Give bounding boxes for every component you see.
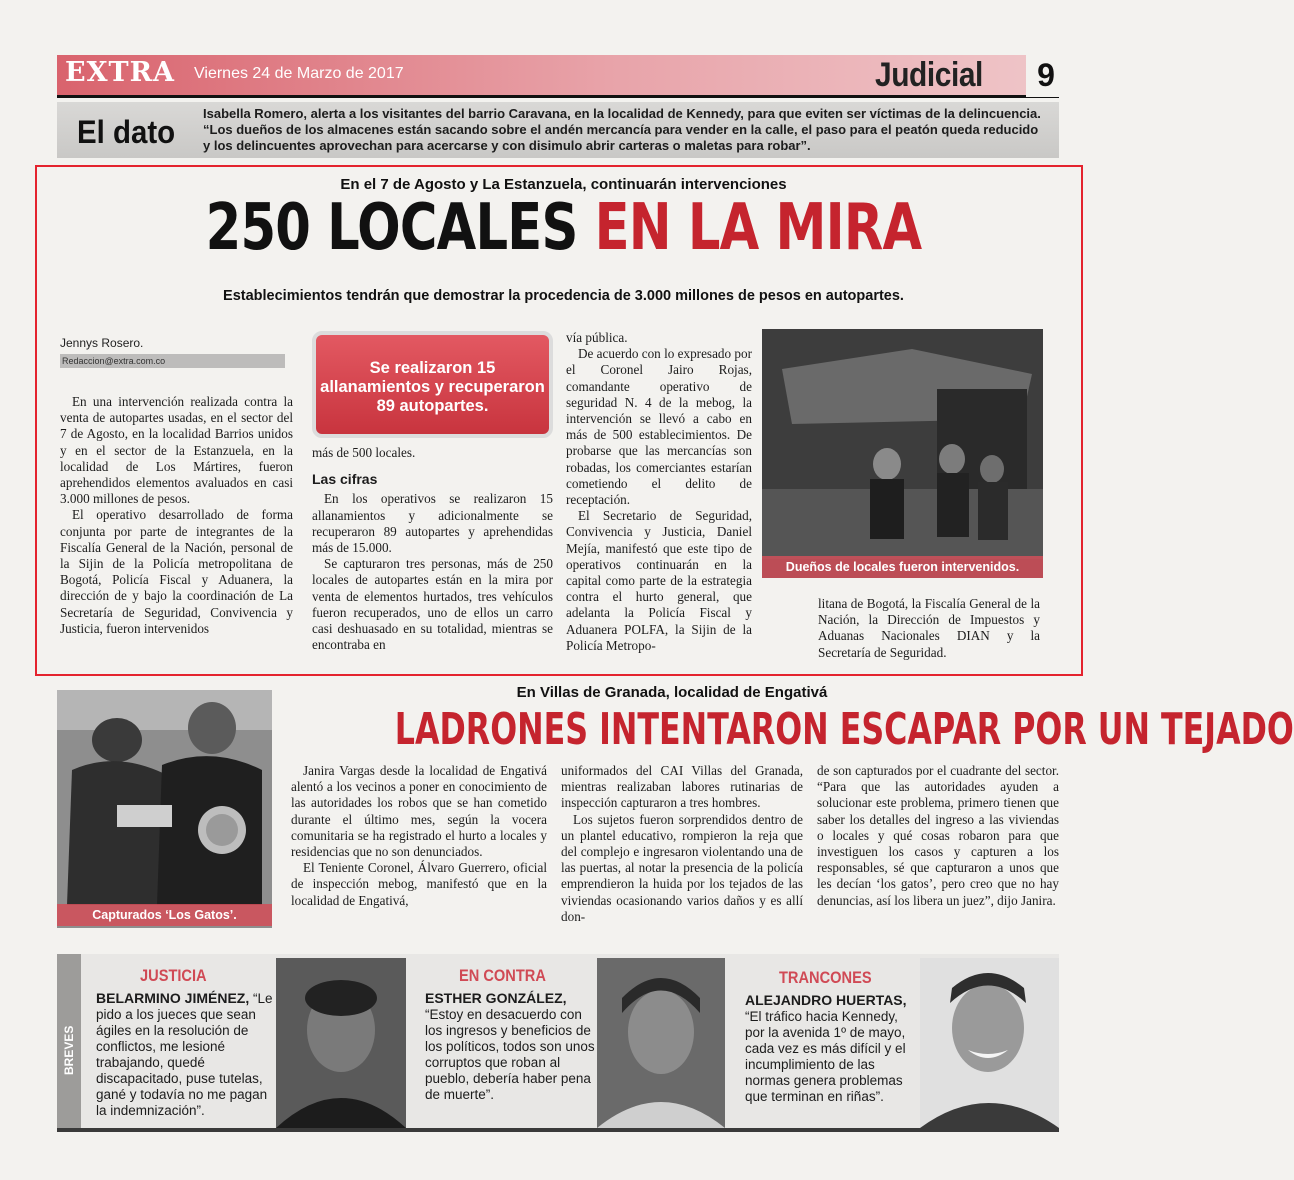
page-number: 9 [1026, 55, 1066, 97]
paragraph: vía pública. [566, 330, 628, 345]
article-photo [762, 329, 1043, 578]
callout-box: Se realizaron 15 allanamientos y recuperaron 89 autopartes. [312, 331, 553, 438]
byline: Jennys Rosero. [60, 336, 144, 350]
article-column-1 [60, 394, 293, 637]
portrait-illustration [597, 958, 725, 1128]
paragraph: Janira Vargas desde la localidad de Engativá alentó a los vecinos a poner en conocimiento de las autoridades los robos que se han cometido durante el último mes, según la vocera comunitaria se ha registrado el hurto a locales y residencias que no son denunciados. [291, 763, 547, 860]
second-column-1 [291, 763, 547, 909]
photo-caption: Dueños de locales fueron intervenidos. [762, 556, 1043, 578]
brief-category: JUSTICIA [140, 966, 207, 985]
paragraph: En los operativos se realizaron 15 allanamientos y adicionalmente se recuperaron 89 autopartes y aprehendidas más de 15.000. [312, 491, 553, 556]
paragraph: El Teniente Coronel, Álvaro Guerrero, oficial de inspección mebog, manifestó que en la localidad de Engativá, [291, 860, 547, 908]
brief-quote: “Le pido a los jueces que sean ágiles en la resolución de conflictos, me lesioné trabajando, quedé discapacitado, puse tutelas, gané y todavía no me pagan la indemnización”. [96, 991, 273, 1118]
paragraph: litana de Bogotá, la Fiscalía General de la Nación, la Dirección de Impuestos y Aduanas Nacionales DIAN y la Secretaría de Seguridad. [818, 596, 1040, 660]
brief-name: ALEJANDRO HUERTAS, [745, 992, 907, 1008]
brief-text [425, 990, 595, 1103]
el-dato-title: El dato [77, 114, 176, 150]
portrait-illustration [920, 958, 1059, 1128]
second-article-photo [57, 690, 272, 928]
second-column-2 [561, 763, 803, 925]
brief-portrait [920, 958, 1059, 1128]
second-photo-caption: Capturados ‘Los Gatos’. [57, 904, 272, 926]
breves-label: BREVES [62, 1025, 76, 1075]
second-article-kicker: En Villas de Granada, localidad de Engativá [516, 684, 828, 701]
article-kicker: En el 7 de Agosto y La Estanzuela, continuarán intervenciones [340, 176, 787, 193]
brief-quote: “Estoy en desacuerdo con los ingresos y beneficios de los políticos, todos son unos corruptos que roban al pueblo, debería haber pena de muerte”. [425, 1007, 595, 1102]
portrait-illustration [276, 958, 406, 1128]
photo-illustration [57, 690, 272, 928]
brief-text [96, 990, 274, 1119]
brief-name: BELARMINO JIMÉNEZ, [96, 990, 250, 1006]
el-dato-text: Isabella Romero, alerta a los visitantes del barrio Caravana, en la localidad de Kennedy, para que eviten ser víctimas de la delincuencia. “Los dueños de los almacenes están sacando sobre el andén mercancía para vender en la calle, el paso para el peatón queda reducido y los delincuentes aprovechan para acercarse y con disimulo abrir carteras o maletas para robar”. [203, 106, 1041, 153]
brief-portrait [276, 958, 406, 1128]
article-column-2 [312, 445, 553, 653]
masthead [57, 55, 1059, 98]
brief-category: EN CONTRA [459, 966, 546, 985]
article-subhead: Establecimientos tendrán que demostrar la procedencia de 3.000 millones de pesos en autopartes. [223, 288, 904, 304]
brief-quote: “El tráfico hacia Kennedy, por la avenida 1º de mayo, cada vez es más difícil y el incumplimiento de las normas genera problemas que terminan en riñas”. [745, 1009, 906, 1104]
paragraph: En una intervención realizada contra la venta de autopartes usadas, en el sector del 7 de Agosto, en la localidad Barrios unidos y en el sector de la Estanzuela, en la localidad de Los Mártires, fueron aprehendidos elementos avaluados en casi 3.000 millones de pesos. [60, 394, 293, 507]
paragraph: El operativo desarrollado de forma conjunta por parte de integrantes de la Fiscalía General de la Nación, personal de la Sijin de la Policía metropolitana de Bogotá, Policía Fiscal y Aduanera, la dirección de y bajo la coordinación de La Secretaría de Seguridad, Convivencia y Justicia, fueron intervenidos [60, 507, 293, 636]
headline-black: 250 LOCALES [205, 191, 578, 265]
byline-email: Redaccion@extra.com.co [60, 354, 285, 368]
article-column-4 [818, 596, 1040, 661]
paragraph: de son capturados por el cuadrante del sector. “Para que las autoridades ayuden a solucionar este problema, primero tienen que saber los detalles del ingreso a las viviendas o locales y qué cosas robaron para que investiguen los casos y capturen a los responsables, sé que capturaron a unos que les decían ‘los gatos’, pero creo que no hay denuncias, así los libera un juez”, dijo Janira. [817, 763, 1059, 908]
paragraph: Se capturaron tres personas, más de 250 locales de autopartes están en la mira por venta de elementos hurtados, tres vehículos fueron recuperados, uno de ellos un carro casi deshuasado en su totalidad, mientras se encontraba en [312, 556, 553, 653]
paragraph: más de 500 locales. [312, 445, 416, 460]
brief-category: TRANCONES [779, 968, 872, 987]
brief-portrait [597, 958, 725, 1128]
article-headline [113, 191, 1015, 265]
brief-name: ESTHER GONZÁLEZ, [425, 990, 567, 1006]
section-title: Judicial [875, 56, 983, 94]
brand-logo: EXTRA [65, 57, 176, 88]
issue-date: Viernes 24 de Marzo de 2017 [194, 65, 404, 82]
paragraph: De acuerdo con lo expresado por el Coronel Jairo Rojas, comandante operativo de seguridad N. 4 de la mebog, la intervención se llevó a cabo en más de 500 establecimientos. De probarse que las mercancías son robadas, los comerciantes estarían cometiendo el delito de receptación. [566, 346, 752, 508]
photo-illustration [762, 329, 1043, 578]
article-column-3 [566, 330, 752, 654]
headline-red: EN LA MIRA [594, 191, 922, 265]
el-dato-box [57, 102, 1059, 158]
bottom-rule [57, 1128, 1059, 1132]
paragraph: uniformados del CAI Villas del Granada, mientras realizaban labores rutinarias de inspección capturaron a tres hombres. [561, 763, 803, 811]
paragraph: Los sujetos fueron sorprendidos dentro de un plantel educativo, rompieron la reja que del complejo e ingresaron violentando una de las puertas, al notar la presencia de la policía emprendieron la huida por los tejados de las viviendas ocasionando varios daños y es allí don- [561, 811, 803, 924]
subheading: Las cifras [312, 471, 378, 488]
paragraph: El Secretario de Seguridad, Convivencia y Justicia, Daniel Mejía, manifestó que este tipo de operativos continuarán en la capital como parte de la estrategia contra el hurto general, que adelanta la Policía Fiscal y Aduanera POLFA, la Sijin de la Policía Metropo- [566, 508, 752, 653]
brief-text [745, 992, 915, 1105]
second-column-3 [817, 763, 1059, 909]
second-article-headline: LADRONES INTENTARON ESCAPAR POR UN TEJADO [394, 704, 1294, 755]
